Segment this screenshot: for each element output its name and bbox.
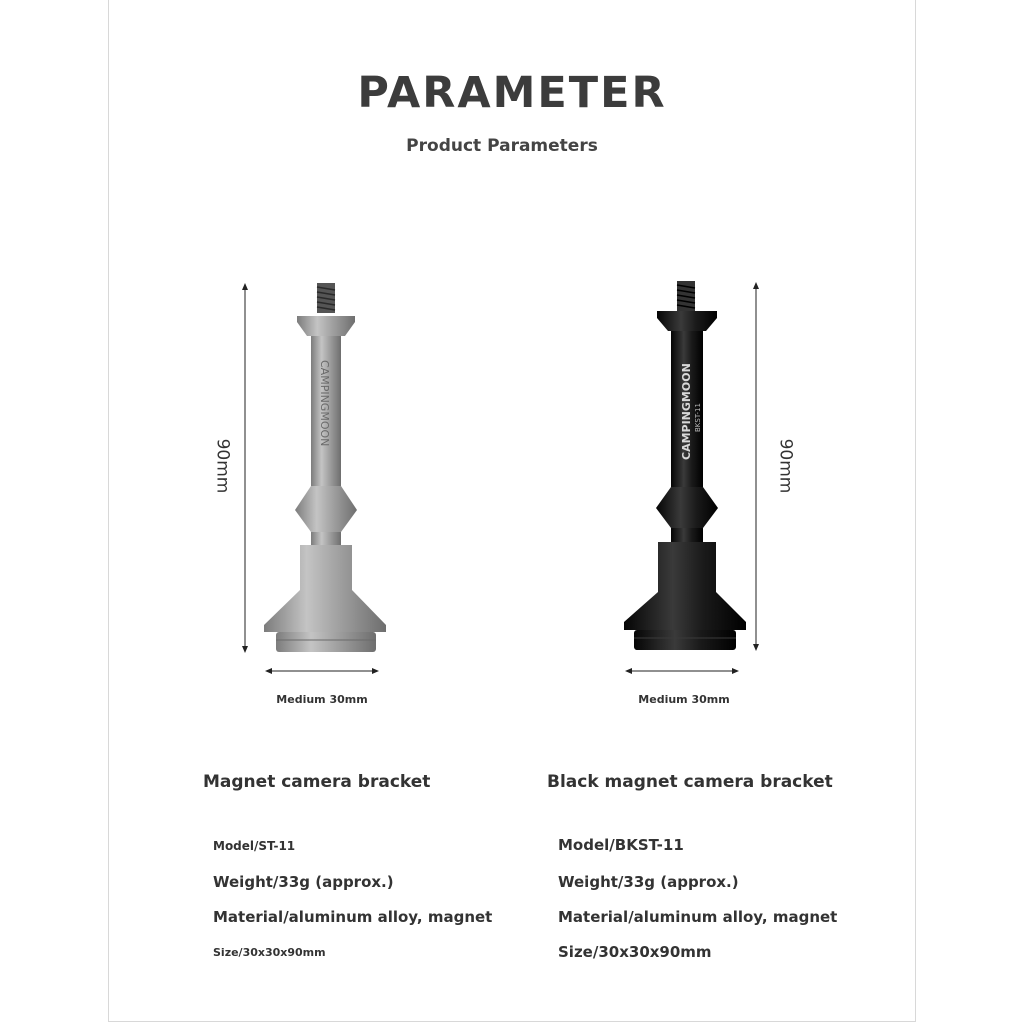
black-model: Model/BKST-11 xyxy=(558,836,684,854)
black-material: Material/aluminum alloy, magnet xyxy=(558,908,838,926)
silver-height-label: 90mm xyxy=(212,438,233,494)
black-bracket xyxy=(624,281,746,650)
model-engraving: BKST-11 xyxy=(694,403,702,432)
brand-engraving: CAMPINGMOON xyxy=(318,360,331,447)
black-size: Size/30x30x90mm xyxy=(558,943,712,961)
silver-product-name: Magnet camera bracket xyxy=(203,772,431,792)
black-height-label: 90mm xyxy=(775,438,796,494)
silver-weight: Weight/33g (approx.) xyxy=(213,873,394,891)
black-width-label: Medium 30mm xyxy=(638,693,730,706)
silver-material: Material/aluminum alloy, magnet xyxy=(213,908,493,926)
page-subtitle: Product Parameters xyxy=(406,136,598,156)
black-weight: Weight/33g (approx.) xyxy=(558,873,739,891)
silver-bracket xyxy=(264,283,386,652)
silver-size: Size/30x30x90mm xyxy=(213,946,326,959)
page-title: PARAMETER xyxy=(357,68,667,118)
silver-width-label: Medium 30mm xyxy=(276,693,368,706)
black-product-name: Black magnet camera bracket xyxy=(547,772,833,792)
brand-engraving: CAMPINGMOON xyxy=(680,363,693,460)
silver-model: Model/ST-11 xyxy=(213,839,296,853)
